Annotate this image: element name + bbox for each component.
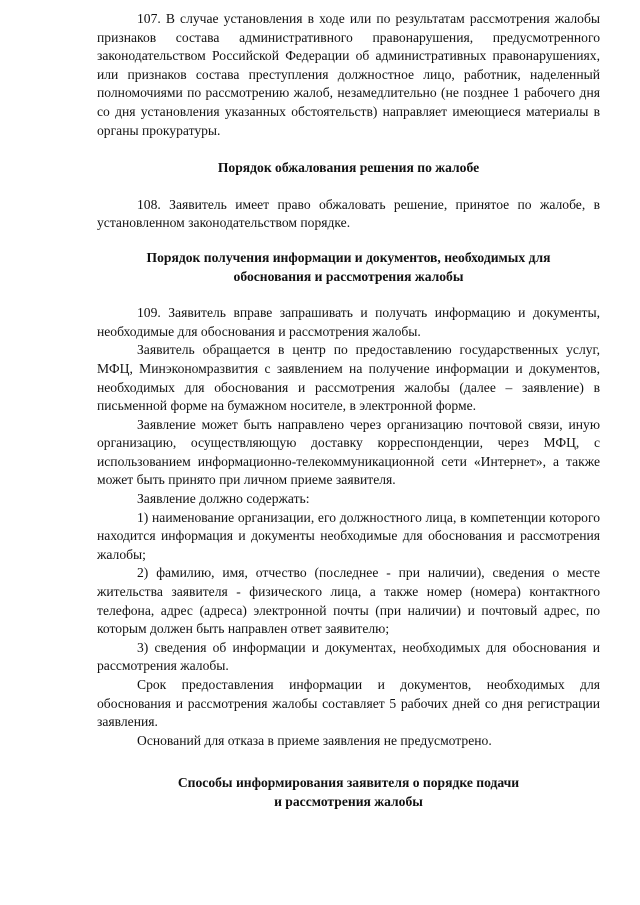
document-body bbox=[97, 10, 600, 812]
paragraph-application-channels: Заявление может быть направлено через организацию почтовой связи, иную организацию, осуществляющую доставку корреспонденции, через МФЦ, с использованием информационно-телекоммуникационной сети «Интернет», а также может быть принято при личном приеме заявителя. bbox=[97, 416, 600, 488]
section-heading-obtaining-information bbox=[97, 249, 600, 286]
section-heading-obtaining-information-line-2: обоснования и рассмотрения жалобы bbox=[233, 268, 464, 284]
list-item-3: 3) сведения об информации и документах, необходимых для обоснования и рассмотрения жалобы. bbox=[97, 639, 600, 674]
section-heading-appeal-decision-text: Порядок обжалования решения по жалобе bbox=[217, 160, 480, 176]
section-heading-appeal-decision bbox=[97, 159, 600, 178]
paragraph-no-refusal-grounds: Оснований для отказа в приеме заявления не предусмотрено. bbox=[137, 732, 492, 748]
paragraph-deadline: Срок предоставления информации и документов, необходимых для обоснования и рассмотрения жалобы составляет 5 рабочих дней со дня регистрации заявления. bbox=[97, 677, 600, 730]
section-heading-informing-methods-line-1: Способы информирования заявителя о порядке подачи bbox=[177, 775, 520, 791]
list-item-2: 2) фамилию, имя, отчество (последнее - при наличии), сведения о месте жительства заявителя - физического лица, а также номер (номера) контактного телефона, адрес (адреса) электронной почты (при наличии) и почтовый адрес, по которым должен быть направлен ответ заявителю; bbox=[97, 565, 600, 637]
paragraph-application-submission: Заявитель обращается в центр по предоставлению государственных услуг, МФЦ, Минэкономразвития с заявлением на получение информации и документов, необходимых для обоснования и рассмотрения жалобы (далее – заявление) в письменной форме на бумажном носителе, в электронной форме. bbox=[97, 342, 600, 414]
section-heading-obtaining-information-line-1: Порядок получения информации и документов, необходимых для bbox=[146, 249, 551, 265]
section-heading-informing-methods-line-2: и рассмотрения жалобы bbox=[274, 793, 423, 809]
paragraph-108: 108. Заявитель имеет право обжаловать решение, принятое по жалобе, в установленном законодательством порядке. bbox=[97, 196, 600, 231]
list-item-1: 1) наименование организации, его должностного лица, в компетенции которого находится информация и документы необходимые для обоснования и рассмотрения жалобы; bbox=[97, 509, 600, 562]
paragraph-application-contents-intro: Заявление должно содержать: bbox=[137, 491, 310, 507]
paragraph-109: 109. Заявитель вправе запрашивать и получать информацию и документы, необходимые для обоснования и рассмотрения жалобы. bbox=[97, 305, 600, 339]
paragraph-107: 107. В случае установления в ходе или по результатам рассмотрения жалобы признаков состава административного правонарушения, предусмотренного законодательством Российской Федерации об административных правонарушениях, или признаков состава преступления должностное лицо, работник, наделенный полномочиями по рассмотрению жалоб, незамедлительно (не позднее 1 рабочего дня со дня установления указанных обстоятельств) направляет имеющиеся материалы в органы прокуратуры. bbox=[97, 11, 600, 138]
section-heading-informing-methods bbox=[97, 774, 600, 811]
